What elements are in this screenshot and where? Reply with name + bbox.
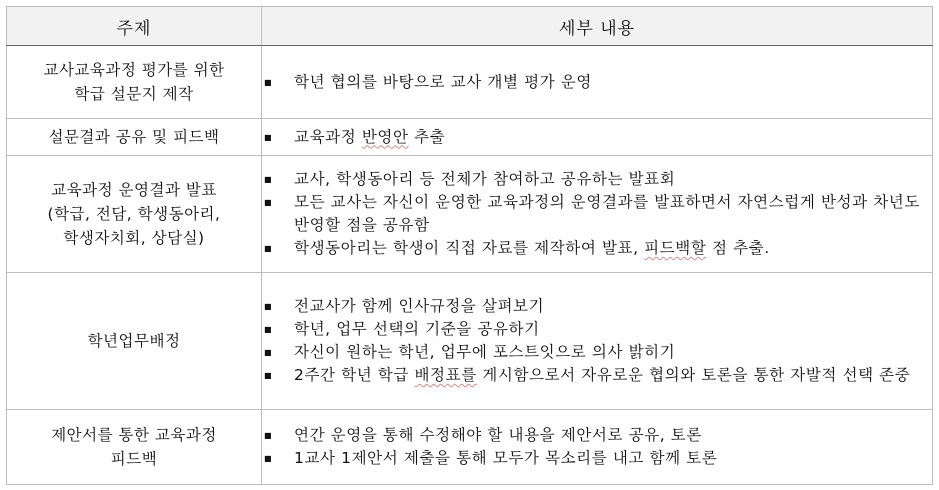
list-item: ■ 2주간 학년 학급 배정표를 게시함으로서 자유로운 협의와 토론을 통한 자발적 선택 존중 xyxy=(262,364,932,387)
list-item: ■ 학년, 업무 선택의 기준을 공유하기 xyxy=(262,318,932,341)
table-row xyxy=(7,46,933,119)
header-topic: 주제 xyxy=(7,7,262,46)
spellcheck-word: 반영안 xyxy=(361,127,409,146)
row-topic xyxy=(7,119,262,156)
list-item: ■ 학년 협의를 바탕으로 교사 개별 평가 운영 xyxy=(262,71,932,94)
topic-line: 학년업무배정 xyxy=(87,332,181,350)
topic-line: 설문결과 공유 및 피드백 xyxy=(48,128,220,146)
list-item: ■ 모든 교사는 자신이 운영한 교육과정의 운영결과를 발표하면서 자연스럽게 반성과 차년도 반영할 점을 공유함 xyxy=(262,191,932,237)
row-detail xyxy=(262,46,933,119)
topic-line: 피드백 xyxy=(110,450,158,468)
row-topic xyxy=(7,273,262,410)
list-item: ■ 자신이 원하는 학년, 업무에 포스트잇으로 의사 밝히기 xyxy=(262,341,932,364)
list-item: ■ 연간 운영을 통해 수정해야 할 내용을 제안서로 공유, 토론 xyxy=(262,424,932,447)
topic-line: 학급 설문지 제작 xyxy=(74,85,194,103)
table-row xyxy=(7,119,933,156)
spellcheck-word: 피드백할 xyxy=(644,239,707,257)
header-detail: 세부 내용 xyxy=(262,7,933,46)
row-detail xyxy=(262,156,933,273)
topic-line: 교육과정 운영결과 발표 xyxy=(51,181,217,199)
row-topic xyxy=(7,46,262,119)
row-detail xyxy=(262,410,933,485)
table-header-row xyxy=(7,7,933,46)
row-detail xyxy=(262,273,933,410)
topic-line: (학급, 전담, 학생동아리, xyxy=(47,205,221,223)
row-topic xyxy=(7,156,262,273)
topic-line: 교사교육과정 평가를 위한 xyxy=(43,61,225,79)
list-item: ■ 교육과정 반영안 추출 xyxy=(262,126,932,149)
row-detail xyxy=(262,119,933,156)
topic-line: 학생자치회, 상담실) xyxy=(63,229,205,247)
table-row xyxy=(7,273,933,410)
table-row xyxy=(7,410,933,485)
spellcheck-word: 배정표를 xyxy=(414,366,477,384)
row-topic xyxy=(7,410,262,485)
list-item: ■ 전교사가 함께 인사규정을 살펴보기 xyxy=(262,295,932,318)
content-table xyxy=(6,6,933,485)
list-item: ■ 교사, 학생동아리 등 전체가 참여하고 공유하는 발표회 xyxy=(262,168,932,191)
topic-line: 제안서를 통한 교육과정 xyxy=(51,426,217,444)
list-item: ■ 1교사 1제안서 제출을 통해 모두가 목소리를 내고 함께 토론 xyxy=(262,447,932,470)
list-item: ■ 학생동아리는 학생이 직접 자료를 제작하여 발표, 피드백할 점 추출. xyxy=(262,237,932,260)
table-row xyxy=(7,156,933,273)
